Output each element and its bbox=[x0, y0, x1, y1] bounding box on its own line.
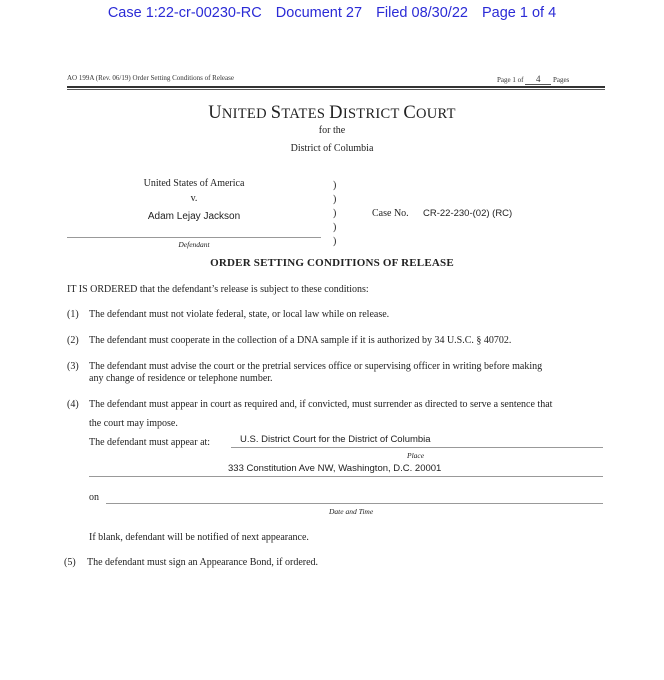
page-label: Page bbox=[497, 76, 511, 84]
blank-note: If blank, defendant will be notified of next appearance. bbox=[89, 532, 309, 543]
header-rule-top bbox=[67, 86, 605, 88]
caption-paren-5: ) bbox=[333, 236, 337, 247]
stamp-document-number: Document 27 bbox=[275, 5, 363, 21]
date-underline bbox=[106, 503, 603, 504]
order-heading: ORDER SETTING CONDITIONS OF RELEASE bbox=[210, 257, 454, 269]
condition-1-number: (1) bbox=[67, 309, 79, 320]
on-label: on bbox=[89, 492, 99, 503]
district-name: District of Columbia bbox=[290, 143, 374, 154]
caption-paren-1: ) bbox=[333, 180, 337, 191]
pages-label: Pages bbox=[552, 76, 570, 84]
caption-paren-3: ) bbox=[333, 208, 337, 219]
header-rule-bottom bbox=[67, 89, 605, 90]
condition-2-text: The defendant must cooperate in the collection of a DNA sample if it is authorized by 34 U.S.C. § 40702. bbox=[89, 335, 512, 346]
of-label: of bbox=[517, 76, 524, 84]
condition-5-number: (5) bbox=[64, 557, 76, 568]
caption-paren-2: ) bbox=[333, 194, 337, 205]
date-time-label: Date and Time bbox=[329, 507, 374, 516]
court-title: UNITED STATES DISTRICT COURT bbox=[208, 103, 456, 123]
caption-paren-4: ) bbox=[333, 222, 337, 233]
condition-1-text: The defendant must not violate federal, state, or local law while on release. bbox=[89, 309, 390, 320]
court-filing-stamp bbox=[0, 5, 664, 21]
stamp-page-count: Page 1 of 4 bbox=[482, 5, 557, 21]
for-the-label: for the bbox=[318, 125, 346, 136]
total-pages: 4 bbox=[525, 74, 551, 85]
plaintiff-name: United States of America bbox=[143, 178, 245, 189]
defendant-underline bbox=[67, 237, 321, 238]
place-label: Place bbox=[407, 451, 425, 460]
page-number: 1 bbox=[512, 76, 516, 84]
appear-at-label: The defendant must appear at: bbox=[89, 437, 211, 448]
condition-4-line-2: the court may impose. bbox=[89, 418, 178, 429]
stamp-case-number: Case 1:22-cr-00230-RC bbox=[107, 5, 262, 21]
versus-label: v. bbox=[190, 193, 198, 204]
condition-4-line-1: The defendant must appear in court as required and, if convicted, must surrender as directed to serve a sentence that bbox=[89, 399, 553, 410]
defendant-label: Defendant bbox=[178, 240, 210, 249]
order-intro: IT IS ORDERED that the defendant’s release is subject to these conditions: bbox=[67, 284, 369, 295]
form-page-indicator bbox=[497, 74, 569, 85]
condition-5-text: The defendant must sign an Appearance Bond, if ordered. bbox=[87, 557, 319, 568]
case-number: CR-22-230-(02) (RC) bbox=[423, 208, 513, 219]
condition-3-line-1: The defendant must advise the court or the pretrial services office or supervising officer in writing before making bbox=[89, 361, 543, 372]
appearance-place-line-1: U.S. District Court for the District of Columbia bbox=[240, 434, 431, 445]
defendant-name: Adam Lejay Jackson bbox=[147, 211, 241, 222]
condition-2-number: (2) bbox=[67, 335, 79, 346]
place-underline bbox=[231, 447, 603, 448]
condition-3-number: (3) bbox=[67, 361, 79, 372]
case-number-label: Case No. bbox=[372, 208, 409, 219]
condition-3-line-2: any change of residence or telephone number. bbox=[89, 373, 273, 384]
stamp-filed-date: Filed 08/30/22 bbox=[376, 5, 468, 21]
appearance-place-line-2: 333 Constitution Ave NW, Washington, D.C. 20001 bbox=[228, 463, 442, 474]
condition-4-number: (4) bbox=[67, 399, 79, 410]
form-identifier: AO 199A (Rev. 06/19) Order Setting Conditions of Release bbox=[67, 74, 234, 82]
address-underline bbox=[89, 476, 603, 477]
